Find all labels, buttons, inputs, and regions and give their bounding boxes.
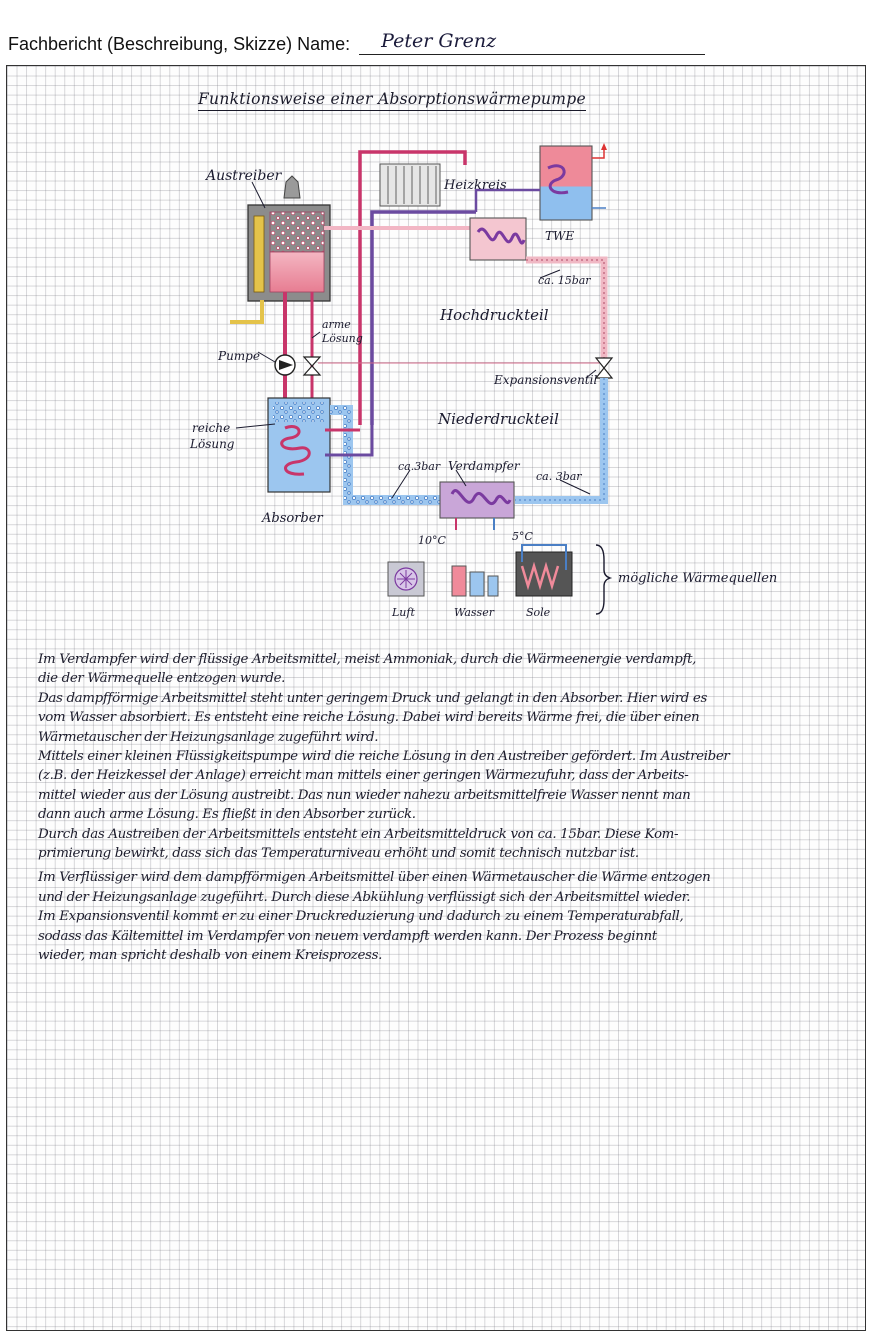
- text-line: vom Wasser absorbiert. Es entsteht eine reiche Lösung. Dabei wird bereits Wärme frei, die über einen: [38, 710, 700, 726]
- text-line: Wärmetauscher der Heizungsanlage zugeführt wird.: [38, 729, 379, 745]
- label-temp-right: 5°C: [512, 530, 533, 543]
- paragraph: [38, 868, 850, 965]
- paragraph: [38, 747, 850, 825]
- wasser-glass-red: [452, 566, 466, 596]
- label-loesung-arme: Lösung: [322, 332, 363, 345]
- label-niederdruckteil: Niederdruckteil: [438, 410, 559, 428]
- label-pressure-high: ca. 15bar: [538, 274, 591, 287]
- label-austreiber: Austreiber: [206, 168, 282, 184]
- absorber-unit: [268, 398, 330, 492]
- label-moegliche-waermequellen: mögliche Wärmequellen: [618, 571, 778, 586]
- wasser-glass-blue2: [488, 576, 498, 596]
- text-line: mittel wieder aus der Lösung austreibt. Das nun wieder nahezu arbeitsmittelfreie Wasser nennt man: [38, 787, 691, 803]
- austreiber-vapor-zone: [270, 212, 324, 252]
- text-line: Das dampfförmige Arbeitsmittel steht unter geringem Druck und gelangt in den Absorber. Hier wird es: [38, 690, 708, 706]
- report-body-text: [38, 650, 850, 966]
- wasser-glass-blue: [470, 572, 484, 596]
- label-luft: Luft: [392, 606, 415, 619]
- paragraph: [38, 689, 850, 747]
- sheet-title: Funktionsweise einer Absorptionswärmepumpe: [198, 90, 586, 111]
- label-absorber: Absorber: [262, 511, 323, 526]
- paragraph: [38, 825, 850, 864]
- condenser-unit: [470, 218, 526, 260]
- label-pressure-low-left: ca.3bar: [398, 460, 441, 473]
- label-arme: arme: [322, 318, 351, 331]
- label-sole: Sole: [526, 606, 551, 619]
- burner-column: [254, 216, 264, 292]
- header-label: Fachbericht (Beschreibung, Skizze) Name:: [8, 34, 351, 54]
- label-temp-left: 10°C: [418, 534, 446, 547]
- heat-sources: [388, 545, 610, 614]
- expansion-valve-icon: [596, 358, 612, 378]
- twe-coil-line: [476, 190, 540, 212]
- chimney: [284, 176, 300, 198]
- text-line: dann auch arme Lösung. Es fließt in den Absorber zurück.: [38, 807, 416, 823]
- text-line: Durch das Austreiben der Arbeitsmittels entsteht ein Arbeitsmitteldruck von ca. 15bar. Diese Kom-: [38, 826, 679, 842]
- evaporator-unit: [440, 482, 514, 530]
- text-line: wieder, man spricht deshalb von einem Kreisprozess.: [38, 948, 383, 964]
- pump-valve-group: [275, 292, 320, 398]
- label-pumpe: Pumpe: [218, 349, 260, 363]
- text-line: Im Expansionsventil kommt er zu einer Druckreduzierung und dadurch zu einem Temperaturabfall,: [38, 909, 684, 925]
- text-line: Im Verdampfer wird der flüssige Arbeitsmittel, meist Ammoniak, durch die Wärmeenergie verdampft,: [38, 652, 697, 667]
- heat-source-bracket: [596, 545, 610, 614]
- name-value: Peter Grenz: [381, 30, 497, 52]
- label-twe: TWE: [545, 229, 575, 243]
- text-line: primierung bewirkt, dass sich das Temperaturniveau erhöht und somit technisch nutzbar ist.: [38, 846, 639, 862]
- label-expansionsventil: Expansionsventil: [494, 373, 598, 387]
- paragraph: [38, 650, 850, 689]
- austreiber-unit: [230, 176, 330, 322]
- austreiber-liquid-zone: [270, 252, 324, 292]
- label-hochdruckteil: Hochdruckteil: [440, 306, 549, 324]
- label-wasser: Wasser: [454, 606, 494, 619]
- label-heizkreis: Heizkreis: [444, 178, 507, 193]
- gas-supply-pipe: [230, 300, 262, 322]
- label-pressure-low-right: ca. 3bar: [536, 470, 582, 483]
- twe-tank-body: [540, 146, 592, 220]
- label-reiche: reiche: [192, 421, 231, 435]
- absorber-upper: [273, 402, 325, 422]
- text-line: Mittels einer kleinen Flüssigkeitspumpe wird die reiche Lösung in den Austreiber gefördert. Im Austreiber: [38, 749, 730, 765]
- text-line: die der Wärmequelle entzogen wurde.: [38, 671, 286, 687]
- throttle-valve-icon: [304, 357, 320, 375]
- text-line: (z.B. der Heizkessel der Anlage) erreicht man mittels einer geringen Wärmezufuhr, dass der Arbeits-: [38, 768, 689, 784]
- text-line: und der Heizungsanlage zugeführt. Durch diese Abkühlung verflüssigt sich der Arbeitsmittel wieder.: [38, 889, 691, 905]
- label-verdampfer: Verdampfer: [448, 459, 520, 473]
- heat-pump-diagram: [0, 0, 872, 660]
- twe-hot-arrow-icon: [601, 143, 607, 150]
- radiator: [380, 164, 440, 206]
- label-loesung-reiche: Lösung: [190, 437, 235, 451]
- text-line: sodass das Kältemittel im Verdampfer von neuem verdampft werden kann. Der Prozess beginnt: [38, 928, 657, 944]
- text-line: Im Verflüssiger wird dem dampfförmigen Arbeitsmittel über einen Wärmetauscher die Wärme entzogen: [38, 870, 711, 886]
